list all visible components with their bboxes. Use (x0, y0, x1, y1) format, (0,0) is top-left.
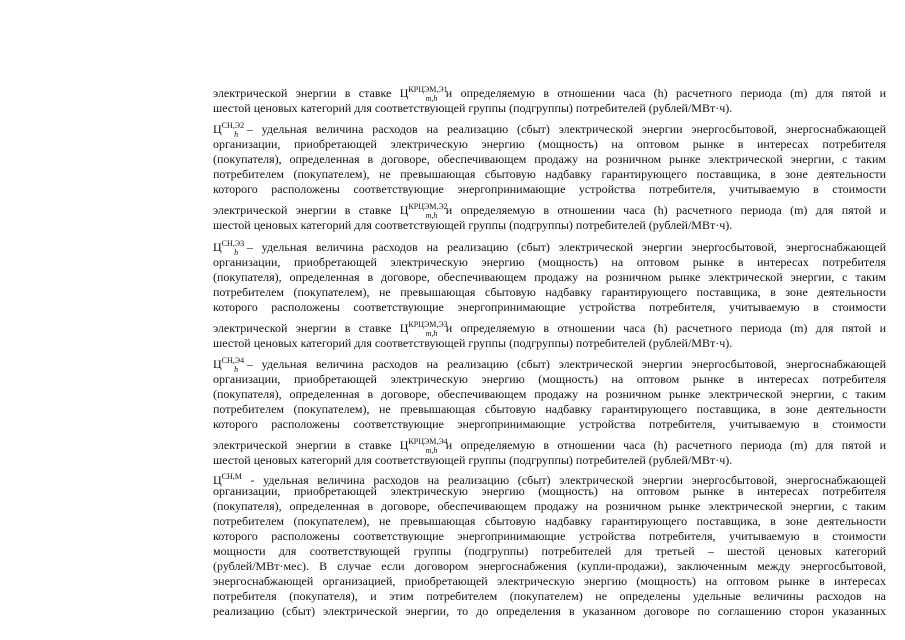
symbol-base: Ц (399, 86, 409, 100)
text-line: потребителя (покупателя), и этим потребителем (покупателем) не определены удельные величины расходов на (213, 589, 886, 604)
symbol-base: Ц (213, 472, 222, 487)
text-line (213, 351, 886, 375)
text-line: потребителем (покупателем), не превышающая сбытовую надбавку гарантирующего поставщика, в зоне деятельности (213, 284, 886, 299)
text-line: которого расположены соответствующие энергопринимающие устройства потребителя, учитываемую в стоимости (213, 417, 886, 432)
line-text-after-symbol: и определяемую в отношении часа (h) расчетного периода (m) для пятой и (437, 203, 886, 218)
symbol-base: Ц (213, 357, 222, 372)
line-text-after-symbol: – удельная величина расходов на реализацию (сбыт) электрической энергии энергосбытовой, энергоснабжающей (238, 357, 886, 372)
symbol-subscript: m,h (425, 446, 438, 456)
text-line: организации, приобретающей электрическую энергию (мощность) на оптовом рынке в интересах потребителя (213, 137, 886, 152)
text-line (213, 116, 886, 140)
text-line: шестой ценовых категорий для соответствующей группы (подгруппы) потребителей (рублей/МВт·ч). (213, 453, 733, 468)
line-text-after-symbol: и определяемую в отношении часа (h) расчетного периода (m) для пятой и (437, 438, 886, 453)
symbol-superscript: КРЦЭМ,Э2 (408, 202, 448, 212)
line-text-after-symbol: - удельная величина расходов на реализацию (сбыт) электрической энергии энергосбытовой, энергоснабжающей (241, 472, 886, 487)
text-line: (покупателя), определенная в договоре, обеспечивающем продажу на розничном рынке электрической энергии, с таким (213, 498, 886, 513)
text-line: реализацию (сбыт) электрической энергии, то до определения в указанном договоре по соглашению сторон указанных (213, 604, 886, 619)
text-line: (покупателя), определенная в договоре, обеспечивающем продажу на розничном рынке электрической энергии, с таким (213, 152, 886, 167)
math-symbol (399, 199, 448, 223)
math-symbol (399, 82, 448, 106)
text-line (213, 432, 886, 456)
text-line (213, 469, 886, 487)
symbol-subscript: h (234, 130, 239, 140)
line-text-after-symbol: и определяемую в отношении часа (h) расчетного периода (m) для пятой и (437, 320, 886, 335)
symbol-superscript: КРЦЭМ,Э3 (408, 319, 448, 329)
symbol-base: Ц (399, 203, 409, 218)
symbol-base: Ц (399, 320, 409, 335)
text-line: которого расположены соответствующие энергопринимающие устройства потребителя, учитываемую в стоимости (213, 528, 886, 543)
symbol-subscript: m,h (425, 94, 438, 103)
text-line: организации, приобретающей электрическую энергию (мощность) на оптовом рынке в интересах потребителя (213, 372, 886, 387)
paragraph (213, 116, 886, 233)
symbol-superscript: КРЦЭМ,Э4 (408, 437, 448, 447)
text-line: потребителем (покупателем), не превышающая сбытовую надбавку гарантирующего поставщика, в зоне деятельности (213, 167, 886, 182)
math-symbol (213, 469, 242, 488)
text-line: (покупателя), определенная в договоре, обеспечивающем продажу на розничном рынке электрической энергии, с таким (213, 269, 886, 284)
math-symbol (399, 317, 448, 341)
paragraph (213, 469, 886, 620)
line-text-before-symbol: электрической энергии в ставке (213, 86, 400, 100)
document-body (213, 80, 886, 619)
text-line: энергоснабжающей организацией, приобретающей электрическую энергию (мощность) на оптовом рынке в интересах (213, 574, 886, 589)
text-line: мощности для соответствующей группы (подгруппы) потребителей для третьей – шестой ценовых категорий (213, 543, 886, 558)
paragraph (213, 234, 886, 351)
symbol-superscript: СН,Э4 (221, 356, 245, 366)
symbol-superscript: КРЦЭМ,Э1 (408, 85, 448, 94)
text-line (213, 80, 886, 101)
line-text-after-symbol: и определяемую в отношении часа (h) расчетного периода (m) для пятой и (437, 86, 886, 100)
symbol-base: Ц (399, 438, 409, 453)
symbol-subscript: h (234, 247, 239, 257)
text-line: шестой ценовых категорий для соответствующей группы (подгруппы) потребителей (рублей/МВт·ч). (213, 101, 733, 115)
paragraph (213, 351, 886, 468)
text-line: организации, приобретающей электрическую энергию (мощность) на оптовом рынке в интересах потребителя (213, 483, 886, 498)
text-line: (покупателя), определенная в договоре, обеспечивающем продажу на розничном рынке электрической энергии, с таким (213, 387, 886, 402)
line-text-before-symbol: электрической энергии в ставке (213, 203, 400, 218)
text-line: которого расположены соответствующие энергопринимающие устройства потребителя, учитываемую в стоимости (213, 299, 886, 314)
line-text-before-symbol: электрической энергии в ставке (213, 320, 400, 335)
math-symbol (213, 118, 245, 142)
math-symbol (213, 353, 245, 377)
math-symbol (399, 434, 448, 458)
text-line: шестой ценовых категорий для соответствующей группы (подгруппы) потребителей (рублей/МВт·ч). (213, 335, 733, 350)
line-text-before-symbol: электрической энергии в ставке (213, 438, 400, 453)
symbol-base: Ц (213, 239, 222, 254)
symbol-subscript: m,h (425, 211, 438, 221)
text-line: потребителем (покупателем), не превышающая сбытовую надбавку гарантирующего поставщика, в зоне деятельности (213, 402, 886, 417)
paragraph (213, 80, 886, 116)
line-text-after-symbol: – удельная величина расходов на реализацию (сбыт) электрической энергии энергосбытовой, энергоснабжающей (238, 122, 886, 137)
text-line: организации, приобретающей электрическую энергию (мощность) на оптовом рынке в интересах потребителя (213, 254, 886, 269)
symbol-base: Ц (213, 122, 222, 137)
symbol-subscript: m,h (425, 328, 438, 338)
symbol-subscript: h (234, 365, 239, 375)
text-line (213, 315, 886, 336)
line-text-after-symbol: – удельная величина расходов на реализацию (сбыт) электрической энергии энергосбытовой, энергоснабжающей (238, 239, 886, 254)
text-line: потребителем (покупателем), не превышающая сбытовую надбавку гарантирующего поставщика, в зоне деятельности (213, 513, 886, 528)
text-line: (рублей/МВт·мес). В случае если договором энергоснабжения (купли-продажи), заключенным между энергосбытовой, (213, 559, 886, 574)
symbol-superscript: СН,М (221, 471, 242, 481)
text-line (213, 197, 886, 221)
text-line: шестой ценовых категорий для соответствующей группы (подгруппы) потребителей (рублей/МВт·ч). (213, 218, 733, 233)
symbol-superscript: СН,Э2 (221, 121, 245, 131)
text-line (213, 234, 886, 255)
symbol-superscript: СН,Э3 (221, 238, 245, 248)
text-line: которого расположены соответствующие энергопринимающие устройства потребителя, учитываемую в стоимости (213, 182, 886, 197)
math-symbol (213, 236, 245, 260)
